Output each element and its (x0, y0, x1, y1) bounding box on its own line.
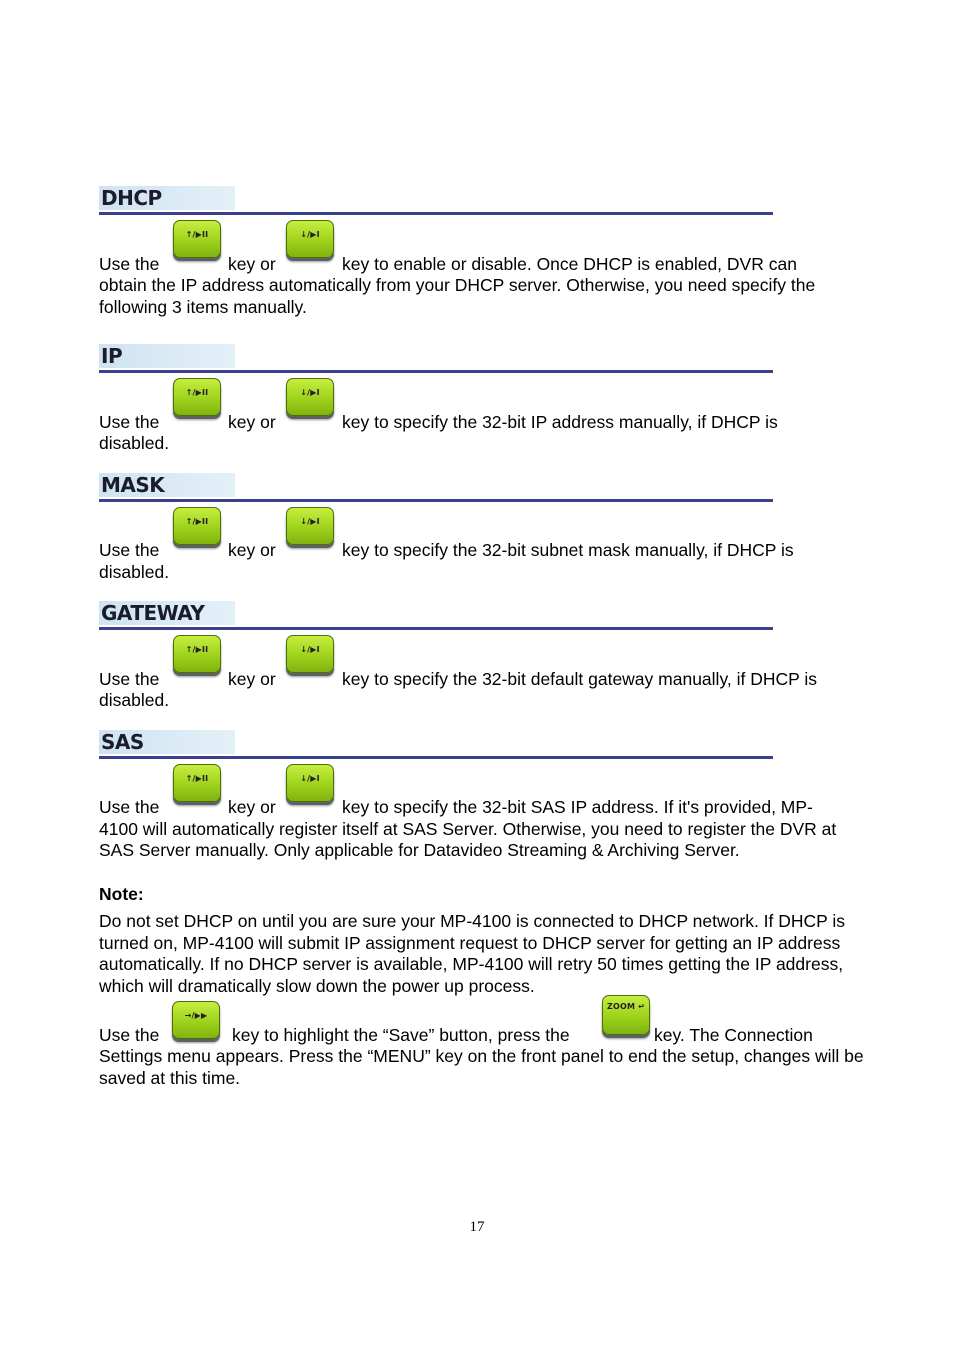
instruction-tail: key to specify the 32-bit default gateway manually, if DHCP is (342, 668, 817, 689)
key-or-text: key or (228, 668, 276, 689)
note-body: Do not set DHCP on until you are sure your MP-4100 is connected to DHCP network. If DHCP is turned on, MP-4100 will submit IP assignment request to DHCP server for getting an IP address automatically. If no DHCP server is available, MP-4100 will retry 50 times getting the IP address, which will dramatically slow down the power up process. (99, 911, 846, 996)
section-heading (99, 601, 875, 629)
instruction-line (99, 378, 875, 433)
down-play-key-icon: ↓/▶I (286, 764, 334, 802)
key-or-text: key or (228, 540, 276, 560)
heading-rule (99, 756, 773, 759)
section-heading (99, 186, 875, 214)
heading-label: SAS (99, 730, 235, 754)
heading-label: DHCP (99, 186, 235, 210)
heading-rule (99, 212, 773, 215)
key-or-text: key or (228, 411, 276, 432)
final-instruction (99, 1001, 875, 1089)
instruction-line (99, 635, 875, 690)
instruction-mid: key to highlight the “Save” button, press the (232, 1024, 570, 1045)
instruction-tail: key to specify the 32-bit SAS IP address. If it's provided, MP- (342, 797, 813, 817)
heading-label: MASK (99, 473, 235, 497)
section-gateway (99, 601, 875, 712)
section-heading (99, 473, 875, 501)
note-title: Note: (99, 883, 144, 904)
document-content (99, 186, 875, 1089)
section-heading (99, 344, 875, 372)
instruction-continuation: 4100 will automatically register itself at SAS Server. Otherwise, you need to register the DVR at SAS Server manually. Only applicable for Datavideo Streaming & Archiving Server. (99, 818, 837, 860)
section-dhcp (99, 186, 875, 318)
use-text: Use the (99, 1024, 160, 1045)
heading-rule (99, 499, 773, 502)
down-play-key-icon: ↓/▶I (286, 507, 334, 545)
instruction-continuation: obtain the IP address automatically from your DHCP server. Otherwise, you need specify the following 3 items manually. (99, 275, 816, 317)
use-text: Use the (99, 253, 160, 274)
key-or-text: key or (228, 797, 276, 817)
instruction-continuation: disabled. (99, 433, 170, 453)
up-play-key-icon: ↑/▶II (173, 764, 221, 802)
note-block (99, 884, 875, 998)
heading-label: GATEWAY (99, 601, 235, 625)
section-heading (99, 730, 875, 758)
section-sas (99, 730, 875, 862)
section-mask (99, 473, 875, 584)
use-text: Use the (99, 797, 160, 817)
key-or-text: key or (228, 253, 276, 274)
use-text: Use the (99, 411, 160, 432)
up-play-key-icon: ↑/▶II (173, 635, 221, 673)
heading-rule (99, 370, 773, 373)
instruction-tail: key to specify the 32-bit IP address manually, if DHCP is (342, 411, 778, 432)
instruction-continuation: disabled. (99, 561, 170, 582)
instruction-continuation: Settings menu appears. Press the “MENU” key on the front panel to end the setup, changes will be saved at this time. (99, 1046, 864, 1088)
instruction-line (99, 507, 875, 562)
down-play-key-icon: ↓/▶I (286, 220, 334, 258)
instruction-line (99, 1001, 875, 1046)
up-play-key-icon: ↑/▶II (173, 378, 221, 416)
zoom-key-icon: ZOOM ↵ (602, 995, 650, 1035)
up-play-key-icon: ↑/▶II (173, 507, 221, 545)
down-play-key-icon: ↓/▶I (286, 635, 334, 673)
up-play-key-icon: ↑/▶II (173, 220, 221, 258)
instruction-tail: key to enable or disable. Once DHCP is enabled, DVR can (342, 253, 797, 274)
next-forward-key-icon: →/▶▶ (172, 1001, 220, 1039)
section-ip (99, 344, 875, 455)
instruction-tail: key. The Connection (654, 1024, 813, 1045)
heading-label: IP (99, 344, 235, 368)
instruction-tail: key to specify the 32-bit subnet mask manually, if DHCP is (342, 540, 794, 560)
instruction-continuation: disabled. (99, 690, 170, 710)
use-text: Use the (99, 540, 160, 560)
page-number: 17 (469, 1219, 485, 1235)
instruction-line (99, 764, 875, 819)
heading-rule (99, 627, 773, 630)
use-text: Use the (99, 668, 160, 689)
down-play-key-icon: ↓/▶I (286, 378, 334, 416)
instruction-line (99, 220, 875, 275)
